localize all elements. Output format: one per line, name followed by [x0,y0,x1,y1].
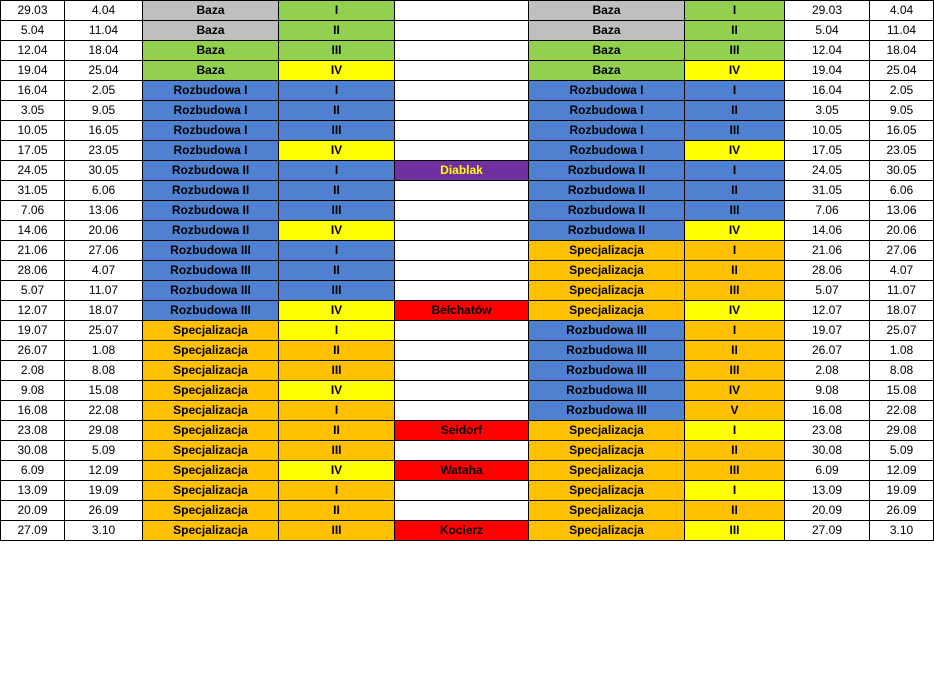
end-date-cell[interactable]: 18.04 [65,41,143,61]
phase-b-cell[interactable]: Baza [529,1,685,21]
phase-a-cell[interactable]: Rozbudowa II [143,181,279,201]
week-a-cell[interactable]: II [279,421,395,441]
week-b-cell[interactable]: IV [685,141,785,161]
event-cell[interactable] [395,261,529,281]
week-b-cell[interactable]: III [685,521,785,541]
phase-b-cell[interactable]: Rozbudowa III [529,361,685,381]
week-a-cell[interactable]: II [279,181,395,201]
end-date-b-cell[interactable]: 22.08 [870,401,934,421]
event-cell[interactable]: Diablak [395,161,529,181]
end-date-cell[interactable]: 2.05 [65,81,143,101]
phase-b-cell[interactable]: Specjalizacja [529,261,685,281]
end-date-b-cell[interactable]: 2.05 [870,81,934,101]
start-date-cell[interactable]: 31.05 [1,181,65,201]
phase-a-cell[interactable]: Rozbudowa II [143,161,279,181]
end-date-b-cell[interactable]: 1.08 [870,341,934,361]
week-a-cell[interactable]: I [279,401,395,421]
table-row [1,41,934,61]
week-b-cell[interactable]: IV [685,221,785,241]
start-date-b-cell[interactable]: 6.09 [785,461,870,481]
end-date-b-cell[interactable]: 18.04 [870,41,934,61]
start-date-cell[interactable]: 12.07 [1,301,65,321]
start-date-cell[interactable]: 23.08 [1,421,65,441]
phase-a-cell[interactable]: Baza [143,1,279,21]
table-row [1,281,934,301]
start-date-b-cell[interactable]: 13.09 [785,481,870,501]
start-date-b-cell[interactable]: 12.04 [785,41,870,61]
start-date-b-cell[interactable]: 19.07 [785,321,870,341]
table-row [1,21,934,41]
event-cell[interactable] [395,501,529,521]
start-date-cell[interactable]: 5.07 [1,281,65,301]
week-a-cell[interactable]: III [279,441,395,461]
phase-b-cell[interactable]: Specjalizacja [529,441,685,461]
table-row [1,1,934,21]
start-date-b-cell[interactable]: 3.05 [785,101,870,121]
table-row [1,361,934,381]
phase-a-cell[interactable]: Specjalizacja [143,321,279,341]
event-cell[interactable] [395,1,529,21]
phase-b-cell[interactable]: Rozbudowa II [529,161,685,181]
end-date-cell[interactable]: 25.04 [65,61,143,81]
event-cell[interactable] [395,281,529,301]
phase-a-cell[interactable]: Specjalizacja [143,421,279,441]
event-cell[interactable] [395,401,529,421]
start-date-cell[interactable]: 6.09 [1,461,65,481]
week-a-cell[interactable]: IV [279,141,395,161]
table-row [1,181,934,201]
week-a-cell[interactable]: I [279,321,395,341]
week-a-cell[interactable]: I [279,81,395,101]
table-row [1,401,934,421]
end-date-b-cell[interactable]: 27.06 [870,241,934,261]
week-a-cell[interactable]: II [279,341,395,361]
start-date-cell[interactable]: 27.09 [1,521,65,541]
end-date-cell[interactable]: 18.07 [65,301,143,321]
phase-b-cell[interactable]: Rozbudowa I [529,101,685,121]
end-date-cell[interactable]: 3.10 [65,521,143,541]
week-b-cell[interactable]: I [685,321,785,341]
phase-b-cell[interactable]: Specjalizacja [529,461,685,481]
end-date-b-cell[interactable]: 15.08 [870,381,934,401]
start-date-b-cell[interactable]: 31.05 [785,181,870,201]
event-cell[interactable] [395,201,529,221]
end-date-cell[interactable]: 11.07 [65,281,143,301]
table-row [1,121,934,141]
week-a-cell[interactable]: I [279,481,395,501]
start-date-cell[interactable]: 19.07 [1,321,65,341]
week-b-cell[interactable]: II [685,21,785,41]
table-row [1,141,934,161]
phase-a-cell[interactable]: Baza [143,41,279,61]
table-row [1,301,934,321]
event-cell[interactable] [395,361,529,381]
end-date-cell[interactable]: 5.09 [65,441,143,461]
week-a-cell[interactable]: IV [279,61,395,81]
end-date-b-cell[interactable]: 3.10 [870,521,934,541]
week-b-cell[interactable]: IV [685,301,785,321]
end-date-cell[interactable]: 1.08 [65,341,143,361]
start-date-cell[interactable]: 16.08 [1,401,65,421]
event-cell[interactable] [395,141,529,161]
end-date-b-cell[interactable]: 26.09 [870,501,934,521]
week-b-cell[interactable]: II [685,441,785,461]
end-date-b-cell[interactable]: 23.05 [870,141,934,161]
start-date-b-cell[interactable]: 29.03 [785,1,870,21]
table-row [1,221,934,241]
start-date-cell[interactable]: 19.04 [1,61,65,81]
phase-b-cell[interactable]: Baza [529,21,685,41]
phase-b-cell[interactable]: Rozbudowa II [529,181,685,201]
start-date-b-cell[interactable]: 30.08 [785,441,870,461]
event-cell[interactable] [395,241,529,261]
phase-a-cell[interactable]: Rozbudowa II [143,221,279,241]
end-date-b-cell[interactable]: 11.07 [870,281,934,301]
table-row [1,61,934,81]
event-cell[interactable] [395,21,529,41]
week-b-cell[interactable]: II [685,181,785,201]
table-row [1,81,934,101]
week-b-cell[interactable]: IV [685,381,785,401]
start-date-b-cell[interactable]: 5.04 [785,21,870,41]
start-date-b-cell[interactable]: 26.07 [785,341,870,361]
week-a-cell[interactable]: IV [279,461,395,481]
phase-b-cell[interactable]: Specjalizacja [529,521,685,541]
end-date-b-cell[interactable]: 8.08 [870,361,934,381]
week-b-cell[interactable]: I [685,81,785,101]
week-a-cell[interactable]: IV [279,221,395,241]
start-date-cell[interactable]: 9.08 [1,381,65,401]
week-a-cell[interactable]: I [279,161,395,181]
phase-a-cell[interactable]: Specjalizacja [143,401,279,421]
table-row [1,421,934,441]
end-date-cell[interactable]: 11.04 [65,21,143,41]
start-date-b-cell[interactable]: 10.05 [785,121,870,141]
phase-a-cell[interactable]: Specjalizacja [143,501,279,521]
phase-b-cell[interactable]: Baza [529,61,685,81]
start-date-b-cell[interactable]: 19.04 [785,61,870,81]
start-date-cell[interactable]: 16.04 [1,81,65,101]
phase-b-cell[interactable]: Specjalizacja [529,501,685,521]
phase-a-cell[interactable]: Specjalizacja [143,481,279,501]
phase-a-cell[interactable]: Rozbudowa III [143,301,279,321]
start-date-cell[interactable]: 26.07 [1,341,65,361]
week-a-cell[interactable]: III [279,521,395,541]
week-a-cell[interactable]: IV [279,381,395,401]
end-date-b-cell[interactable]: 20.06 [870,221,934,241]
start-date-b-cell[interactable]: 9.08 [785,381,870,401]
end-date-b-cell[interactable]: 25.04 [870,61,934,81]
phase-a-cell[interactable]: Rozbudowa I [143,121,279,141]
event-cell[interactable]: Wataha [395,461,529,481]
end-date-cell[interactable]: 29.08 [65,421,143,441]
week-a-cell[interactable]: III [279,201,395,221]
phase-b-cell[interactable]: Rozbudowa II [529,201,685,221]
phase-b-cell[interactable]: Specjalizacja [529,281,685,301]
start-date-b-cell[interactable]: 12.07 [785,301,870,321]
table-row [1,481,934,501]
phase-b-cell[interactable]: Specjalizacja [529,301,685,321]
week-a-cell[interactable]: III [279,121,395,141]
table-row [1,521,934,541]
end-date-b-cell[interactable]: 16.05 [870,121,934,141]
end-date-cell[interactable]: 4.07 [65,261,143,281]
table-row [1,381,934,401]
week-a-cell[interactable]: I [279,1,395,21]
week-b-cell[interactable]: I [685,161,785,181]
week-b-cell[interactable]: II [685,341,785,361]
table-row [1,241,934,261]
start-date-b-cell[interactable]: 17.05 [785,141,870,161]
start-date-cell[interactable]: 17.05 [1,141,65,161]
end-date-cell[interactable]: 27.06 [65,241,143,261]
table-row [1,441,934,461]
start-date-cell[interactable]: 14.06 [1,221,65,241]
week-a-cell[interactable]: III [279,361,395,381]
table-row [1,321,934,341]
end-date-cell[interactable]: 9.05 [65,101,143,121]
event-cell[interactable] [395,181,529,201]
phase-b-cell[interactable]: Rozbudowa I [529,81,685,101]
end-date-b-cell[interactable]: 25.07 [870,321,934,341]
week-b-cell[interactable]: I [685,1,785,21]
week-b-cell[interactable]: II [685,261,785,281]
week-b-cell[interactable]: III [685,41,785,61]
event-cell[interactable] [395,481,529,501]
end-date-cell[interactable]: 6.06 [65,181,143,201]
week-b-cell[interactable]: II [685,101,785,121]
phase-a-cell[interactable]: Rozbudowa I [143,101,279,121]
event-cell[interactable] [395,61,529,81]
phase-a-cell[interactable]: Specjalizacja [143,361,279,381]
end-date-cell[interactable]: 30.05 [65,161,143,181]
end-date-b-cell[interactable]: 30.05 [870,161,934,181]
start-date-cell[interactable]: 28.06 [1,261,65,281]
event-cell[interactable] [395,121,529,141]
end-date-cell[interactable]: 26.09 [65,501,143,521]
week-b-cell[interactable]: V [685,401,785,421]
phase-a-cell[interactable]: Specjalizacja [143,461,279,481]
end-date-b-cell[interactable]: 9.05 [870,101,934,121]
week-b-cell[interactable]: I [685,241,785,261]
phase-a-cell[interactable]: Baza [143,61,279,81]
end-date-cell[interactable]: 22.08 [65,401,143,421]
event-cell[interactable] [395,41,529,61]
week-a-cell[interactable]: I [279,241,395,261]
end-date-cell[interactable]: 23.05 [65,141,143,161]
table-row [1,201,934,221]
week-a-cell[interactable]: II [279,101,395,121]
phase-b-cell[interactable]: Rozbudowa I [529,121,685,141]
phase-a-cell[interactable]: Rozbudowa III [143,281,279,301]
start-date-b-cell[interactable]: 27.09 [785,521,870,541]
start-date-b-cell[interactable]: 23.08 [785,421,870,441]
table-row [1,501,934,521]
event-cell[interactable]: Seidorf [395,421,529,441]
table-row [1,341,934,361]
week-b-cell[interactable]: I [685,481,785,501]
week-b-cell[interactable]: III [685,201,785,221]
end-date-cell[interactable]: 8.08 [65,361,143,381]
end-date-b-cell[interactable]: 4.04 [870,1,934,21]
phase-b-cell[interactable]: Rozbudowa III [529,341,685,361]
end-date-b-cell[interactable]: 6.06 [870,181,934,201]
end-date-b-cell[interactable]: 18.07 [870,301,934,321]
phase-b-cell[interactable]: Rozbudowa I [529,141,685,161]
start-date-cell[interactable]: 3.05 [1,101,65,121]
phase-a-cell[interactable]: Rozbudowa II [143,201,279,221]
start-date-cell[interactable]: 5.04 [1,21,65,41]
week-a-cell[interactable]: II [279,501,395,521]
week-a-cell[interactable]: III [279,41,395,61]
end-date-b-cell[interactable]: 4.07 [870,261,934,281]
event-cell[interactable] [395,81,529,101]
week-b-cell[interactable]: IV [685,61,785,81]
event-cell[interactable]: Kocierz [395,521,529,541]
table-row [1,261,934,281]
start-date-cell[interactable]: 12.04 [1,41,65,61]
start-date-b-cell[interactable]: 16.04 [785,81,870,101]
event-cell[interactable] [395,221,529,241]
phase-b-cell[interactable]: Baza [529,41,685,61]
phase-a-cell[interactable]: Rozbudowa I [143,81,279,101]
end-date-cell[interactable]: 4.04 [65,1,143,21]
table-row [1,101,934,121]
start-date-cell[interactable]: 20.09 [1,501,65,521]
end-date-cell[interactable]: 25.07 [65,321,143,341]
week-b-cell[interactable]: I [685,421,785,441]
event-cell[interactable] [395,441,529,461]
start-date-b-cell[interactable]: 7.06 [785,201,870,221]
table-row [1,461,934,481]
phase-b-cell[interactable]: Specjalizacja [529,481,685,501]
start-date-b-cell[interactable]: 16.08 [785,401,870,421]
event-cell[interactable] [395,321,529,341]
start-date-cell[interactable]: 2.08 [1,361,65,381]
event-cell[interactable] [395,381,529,401]
start-date-cell[interactable]: 21.06 [1,241,65,261]
table-row [1,161,934,181]
week-b-cell[interactable]: III [685,121,785,141]
end-date-b-cell[interactable]: 5.09 [870,441,934,461]
start-date-cell[interactable]: 10.05 [1,121,65,141]
week-a-cell[interactable]: II [279,21,395,41]
phase-a-cell[interactable]: Specjalizacja [143,341,279,361]
week-b-cell[interactable]: II [685,501,785,521]
week-b-cell[interactable]: III [685,461,785,481]
start-date-cell[interactable]: 30.08 [1,441,65,461]
end-date-cell[interactable]: 16.05 [65,121,143,141]
phase-b-cell[interactable]: Rozbudowa III [529,381,685,401]
week-b-cell[interactable]: III [685,281,785,301]
start-date-b-cell[interactable]: 2.08 [785,361,870,381]
phase-a-cell[interactable]: Specjalizacja [143,381,279,401]
week-a-cell[interactable]: III [279,281,395,301]
phase-b-cell[interactable]: Rozbudowa II [529,221,685,241]
event-cell[interactable] [395,341,529,361]
end-date-b-cell[interactable]: 11.04 [870,21,934,41]
end-date-cell[interactable]: 12.09 [65,461,143,481]
end-date-b-cell[interactable]: 13.06 [870,201,934,221]
phase-a-cell[interactable]: Baza [143,21,279,41]
end-date-cell[interactable]: 19.09 [65,481,143,501]
start-date-b-cell[interactable]: 5.07 [785,281,870,301]
event-cell[interactable] [395,101,529,121]
phase-a-cell[interactable]: Specjalizacja [143,441,279,461]
end-date-cell[interactable]: 20.06 [65,221,143,241]
start-date-cell[interactable]: 29.03 [1,1,65,21]
table-body [1,1,934,541]
end-date-cell[interactable]: 13.06 [65,201,143,221]
phase-b-cell[interactable]: Rozbudowa III [529,401,685,421]
end-date-cell[interactable]: 15.08 [65,381,143,401]
start-date-cell[interactable]: 7.06 [1,201,65,221]
start-date-b-cell[interactable]: 20.09 [785,501,870,521]
phase-a-cell[interactable]: Specjalizacja [143,521,279,541]
phase-a-cell[interactable]: Rozbudowa I [143,141,279,161]
start-date-b-cell[interactable]: 28.06 [785,261,870,281]
phase-a-cell[interactable]: Rozbudowa III [143,261,279,281]
end-date-b-cell[interactable]: 12.09 [870,461,934,481]
end-date-b-cell[interactable]: 19.09 [870,481,934,501]
start-date-b-cell[interactable]: 21.06 [785,241,870,261]
start-date-cell[interactable]: 24.05 [1,161,65,181]
event-cell[interactable]: Bełchatów [395,301,529,321]
end-date-b-cell[interactable]: 29.08 [870,421,934,441]
start-date-cell[interactable]: 13.09 [1,481,65,501]
start-date-b-cell[interactable]: 14.06 [785,221,870,241]
week-b-cell[interactable]: III [685,361,785,381]
phase-b-cell[interactable]: Rozbudowa III [529,321,685,341]
phase-a-cell[interactable]: Rozbudowa III [143,241,279,261]
week-a-cell[interactable]: II [279,261,395,281]
phase-b-cell[interactable]: Specjalizacja [529,241,685,261]
phase-b-cell[interactable]: Specjalizacja [529,421,685,441]
start-date-b-cell[interactable]: 24.05 [785,161,870,181]
week-a-cell[interactable]: IV [279,301,395,321]
